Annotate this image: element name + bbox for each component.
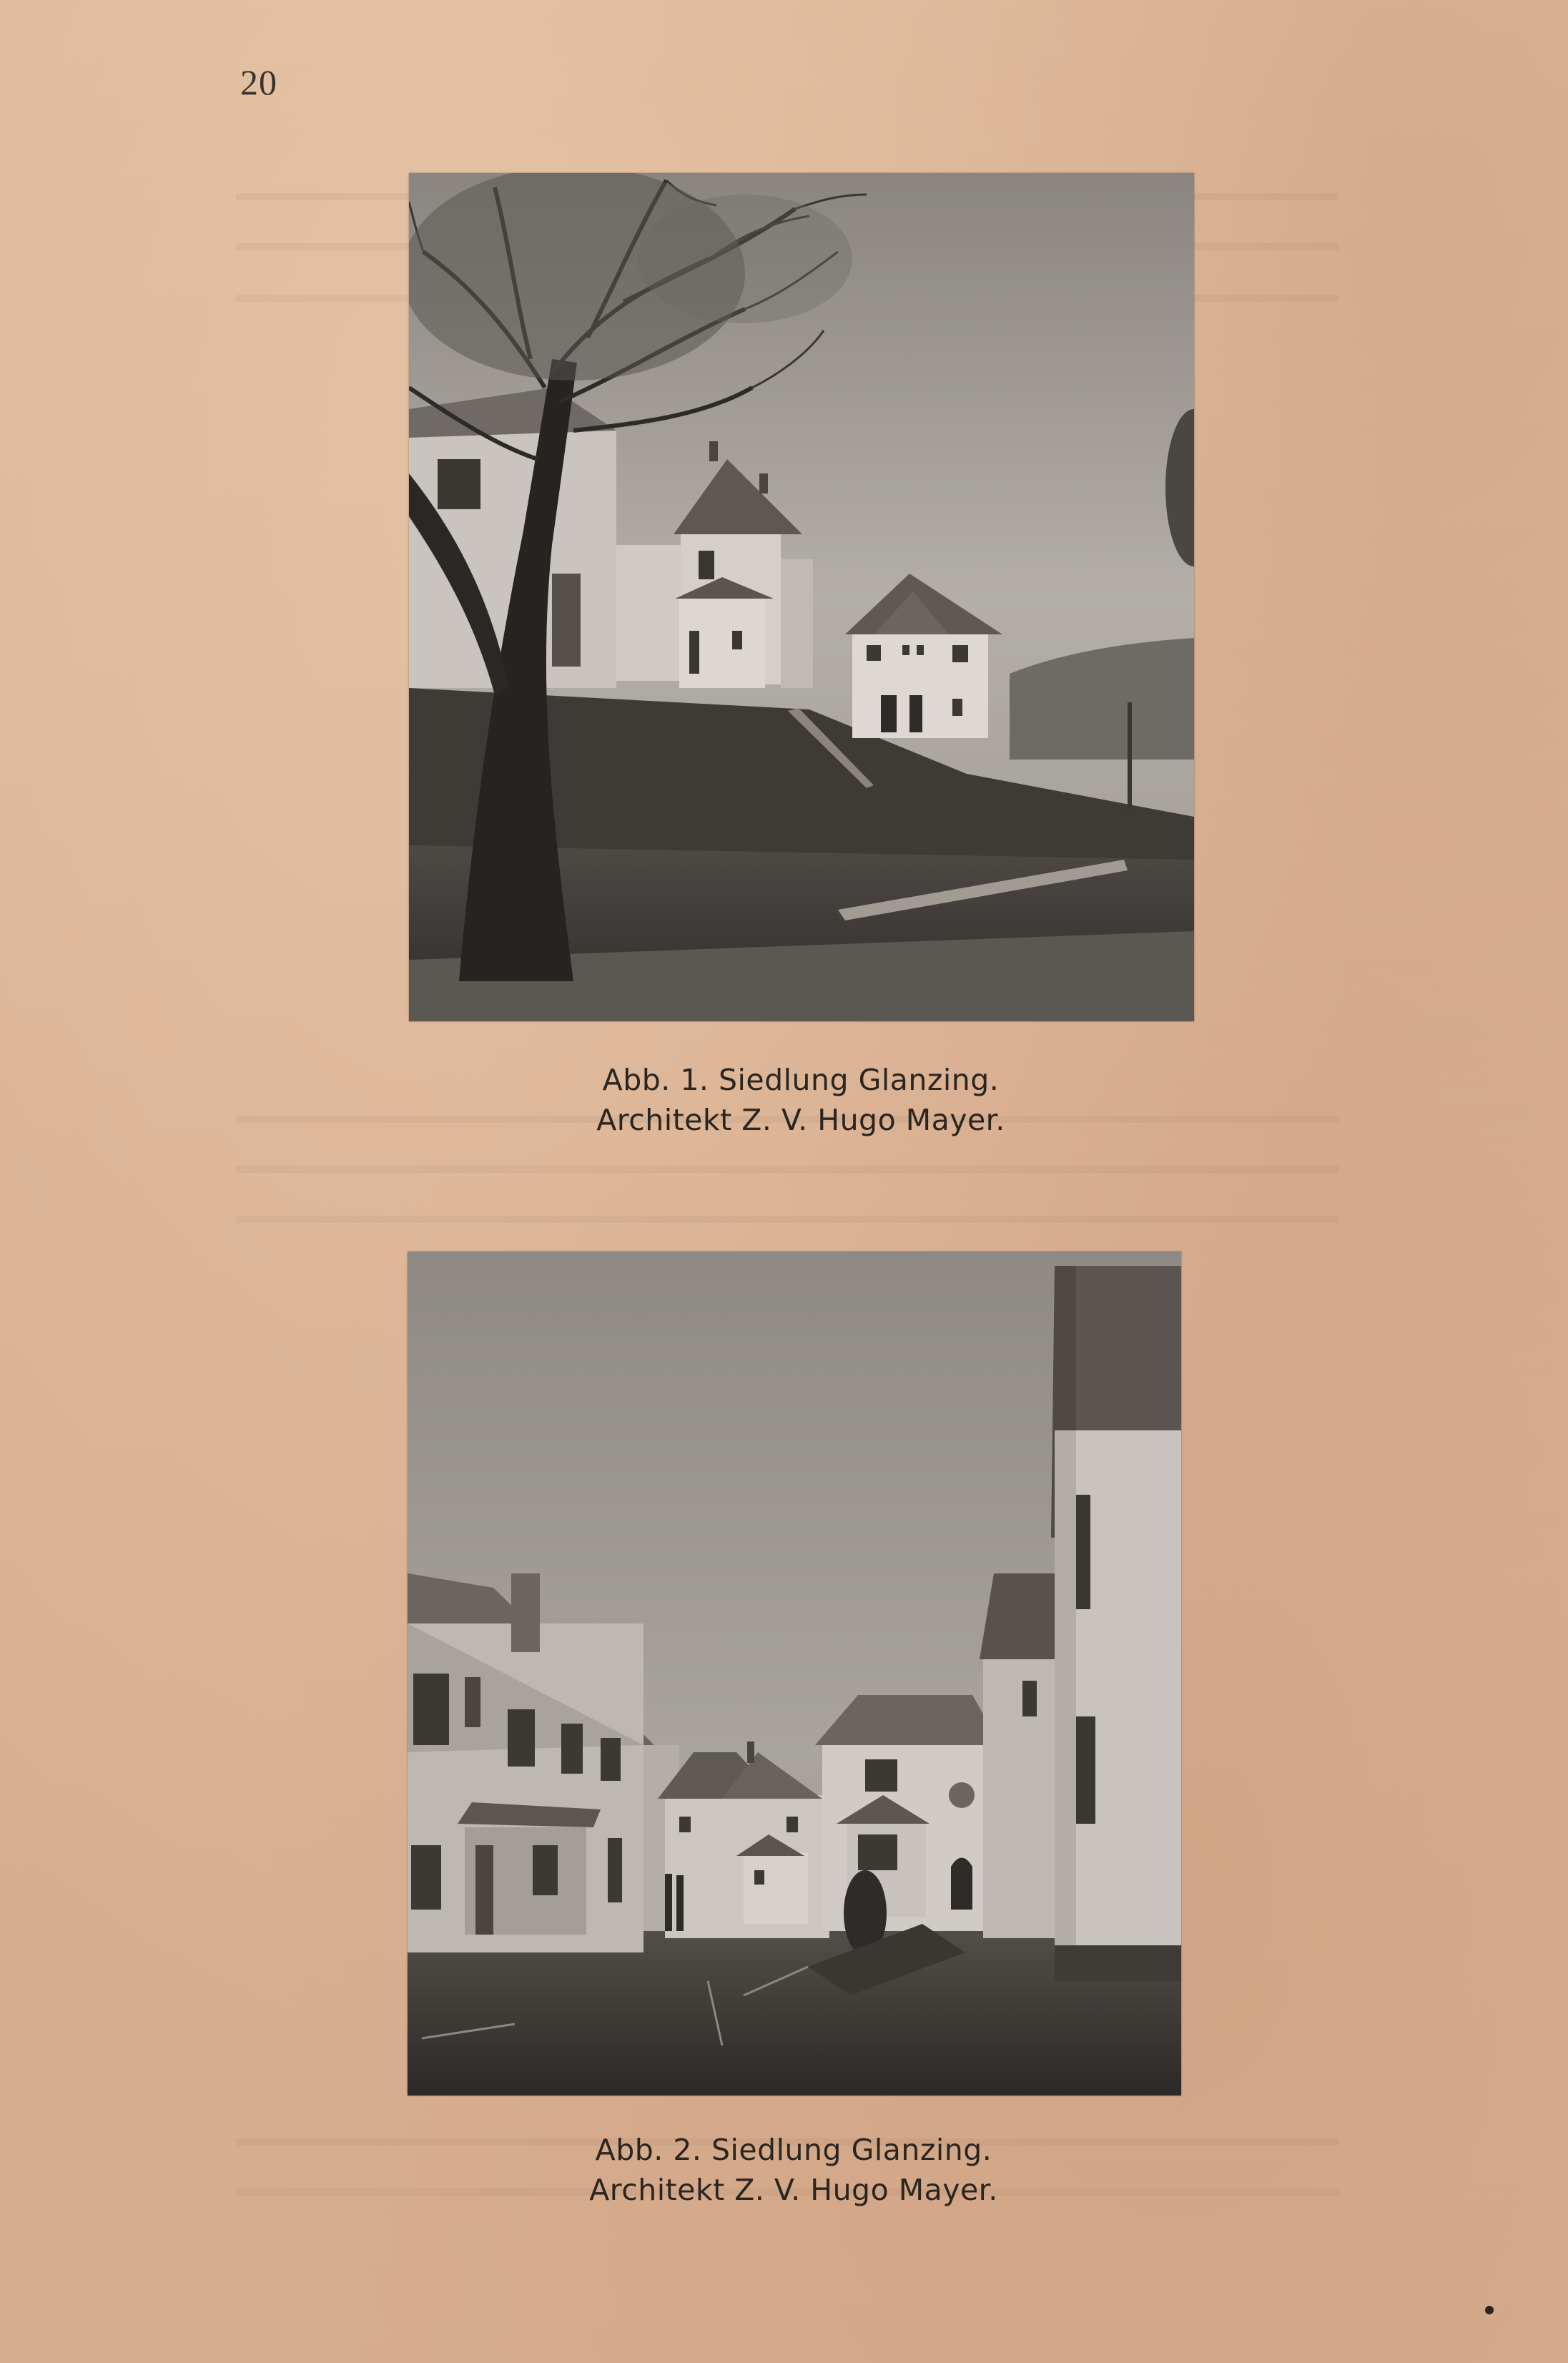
figure-1-illustration (409, 173, 1194, 1021)
figure-1-caption-title: Abb. 1. Siedlung Glanzing. (602, 1063, 1000, 1097)
figure-1-photo (409, 173, 1194, 1021)
figure-2-caption-title: Abb. 2. Siedlung Glanzing. (595, 2133, 992, 2167)
figure-2-illustration (408, 1252, 1181, 2096)
figure-1-caption-architect: Architekt Z. V. Hugo Mayer. (596, 1103, 1005, 1137)
figure-2-caption-architect: Architekt Z. V. Hugo Mayer. (589, 2173, 998, 2207)
page-number: 20 (240, 62, 277, 102)
bleed-through-line (236, 1216, 1339, 1223)
figure-1-caption (501, 1060, 1101, 1140)
figure-2-caption (493, 2130, 1094, 2210)
figure-2-photo (408, 1252, 1181, 2096)
bleed-through-line (236, 1166, 1339, 1173)
ink-speck (1485, 2306, 1494, 2314)
